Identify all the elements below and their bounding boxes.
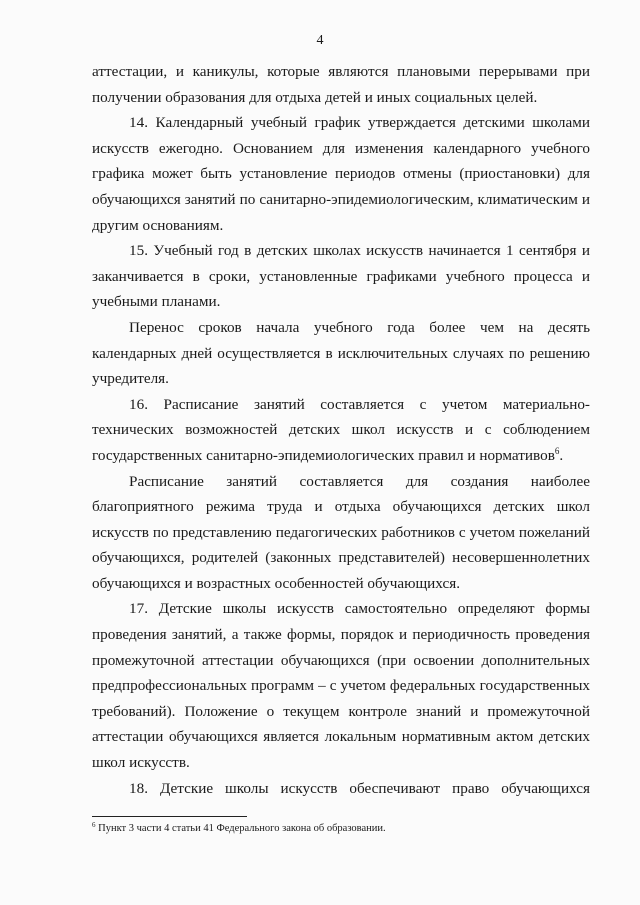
paragraph-item-16: 16. Расписание занятий составляется с учетом материально-технических возможностей детских школ искусств и с соблюдением государственных санитарно-эпидемиологических правил и нормативов$^6$. [92,395,590,464]
footnote-marker: 6 [92,821,96,829]
paragraph-item-15-transfer: Перенос сроков начала учебного года более чем на десять календарных дней осуществляется в исключительных случаях по решению учредителя. [92,318,590,388]
paragraph-item-16-text: 16. Расписание занятий составляется с учетом материально-технических возможностей детских школ искусств и с соблюдением государственных санитарно-эпидемиологических правил и нормативов [92,395,590,464]
footnote-divider [92,816,247,817]
paragraph-item-15: 15. Учебный год в детских школах искусств начинается 1 сентября и заканчивается в сроки, установленные графиками учебного процесса и учебными планами. [92,242,590,311]
page-number: 4 [316,33,324,48]
paragraph-item-16-schedule: Расписание занятий составляется для создания наиболее благоприятного режима труда и отдыха обучающихся детских школ искусств по представлению педагогических работников с учетом пожеланий обучающихся, родителей (законных представителей) несовершеннолетних обучающихся и возрастных особенностей обучающихся. [92,472,590,592]
paragraph-item-18: 18. Детские школы искусств обеспечивают право обучающихся [129,779,590,797]
footnote [92,822,590,836]
document-body [92,59,590,801]
paragraph-continuation: аттестации, и каникулы, которые являются плановыми перерывами при получении образования для отдыха детей и иных социальных целей. [92,63,590,106]
paragraph-item-14: 14. Календарный учебный график утверждается детскими школами искусств ежегодно. Основанием для изменения календарного учебного графика может быть установление периодов отмены (приостановки) для обучающихся занятий по санитарно-эпидемиологическим, климатическим и другим основаниям. [92,114,590,234]
footnote-reference: 6 [554,445,560,456]
paragraph-item-17: 17. Детские школы искусств самостоятельно определяют формы проведения занятий, а также формы, порядок и периодичность проведения промежуточной аттестации обучающихся (при освоении дополнительных предпрофессиональных программ – с учетом федеральных государственных требований). Положение о текущем контроле знаний и промежуточной аттестации обучающихся является локальным нормативным актом детских школ искусств. [92,600,590,772]
footnote-text: Пункт 3 части 4 статьи 41 Федерального закона об образовании. [98,823,386,834]
